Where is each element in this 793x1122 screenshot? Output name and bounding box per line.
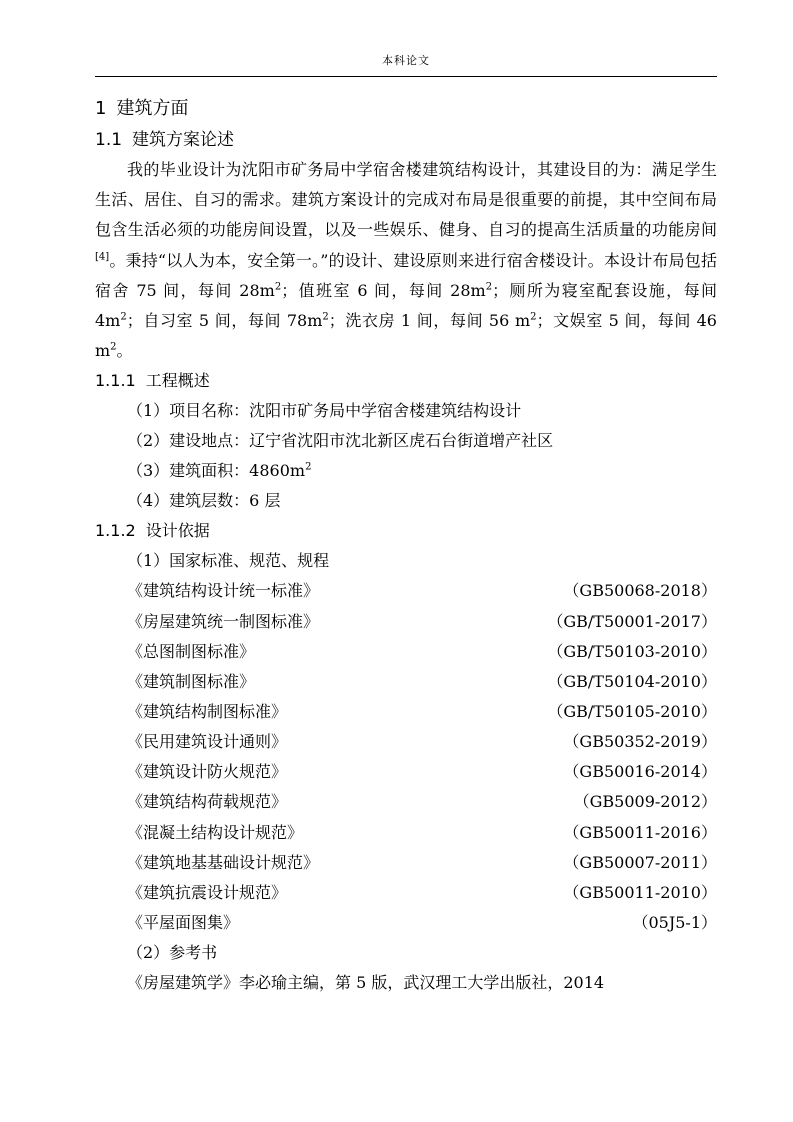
superscript: 2 xyxy=(110,341,117,353)
standard-row xyxy=(95,908,717,938)
standard-name: 《建筑地基基础设计规范》 xyxy=(127,852,320,872)
section-1-1-1-title: 工程概述 xyxy=(145,371,210,391)
project-location-item: （2）建设地点：辽宁省沈阳市沈北新区虎石台街道增产社区 xyxy=(127,431,554,451)
superscript: 2 xyxy=(530,311,537,323)
superscript: 2 xyxy=(485,281,493,293)
standard-row xyxy=(95,667,717,697)
standard-code: （GB50068-2018） xyxy=(563,581,717,601)
architecture-paragraph xyxy=(95,155,717,366)
standard-code: （GB/T50104-2010） xyxy=(547,671,717,691)
section-1-1-title: 建筑方案论述 xyxy=(132,130,235,150)
section-1-1-number: 1.1 xyxy=(95,130,123,150)
section-1-1-2-title: 设计依据 xyxy=(145,521,210,541)
paragraph-text: 。 xyxy=(116,341,133,361)
standards-subheading: （1）国家标准、规范、规程 xyxy=(127,551,330,571)
standard-code: （GB50011-2016） xyxy=(563,822,717,842)
standard-code: （GB/T50001-2017） xyxy=(547,611,717,631)
building-area-text: （3）建筑面积：4860m xyxy=(127,461,306,481)
standard-row xyxy=(95,878,717,908)
superscript: 2 xyxy=(274,281,282,293)
standard-name: 《总图制图标准》 xyxy=(127,641,256,661)
standard-name: 《建筑设计防火规范》 xyxy=(127,762,288,782)
standard-name: 《建筑结构荷载规范》 xyxy=(127,792,288,812)
section-1-1-1-number: 1.1.1 xyxy=(95,371,136,391)
standard-name: 《民用建筑设计通则》 xyxy=(127,732,288,752)
standard-name: 《建筑结构设计统一标准》 xyxy=(127,581,320,601)
standards-list xyxy=(95,576,717,938)
document-body xyxy=(95,93,717,998)
citation-ref: [4] xyxy=(95,251,110,263)
superscript: 2 xyxy=(305,462,312,474)
building-area-item xyxy=(95,456,717,486)
standard-row xyxy=(95,637,717,667)
standard-code: （GB50011-2010） xyxy=(563,882,717,902)
standard-row xyxy=(95,607,717,637)
paragraph-text: ；值班室 6 间，每间 28m xyxy=(281,280,486,300)
building-floors-item: （4）建筑层数：6 层 xyxy=(127,491,281,511)
reference-books-subheading: （2）参考书 xyxy=(127,943,218,963)
paragraph-text: ；文娱室 5 间，每间 46 m xyxy=(95,311,717,361)
section-1-1-heading xyxy=(95,125,717,155)
section-1-heading xyxy=(95,93,717,125)
standard-row xyxy=(95,787,717,817)
standard-row xyxy=(95,576,717,606)
paragraph-text: ；洗衣房 1 间，每间 56 m xyxy=(328,311,531,331)
standard-name: 《建筑制图标准》 xyxy=(127,671,256,691)
superscript: 2 xyxy=(322,311,329,323)
standard-name: 《建筑结构制图标准》 xyxy=(127,701,288,721)
page-header: 本科论文 xyxy=(382,54,430,67)
standard-row xyxy=(95,757,717,787)
standard-name: 《房屋建筑统一制图标准》 xyxy=(127,611,320,631)
standard-row xyxy=(95,697,717,727)
section-1-1-2-number: 1.1.2 xyxy=(95,521,136,541)
standard-code: （GB50352-2019） xyxy=(563,732,717,752)
standard-code: （05J5-1） xyxy=(632,912,717,932)
paragraph-text: 我的毕业设计为沈阳市矿务局中学宿舍楼建筑结构设计，其建设目的为：满足学生生活、居住、自习的需求。建筑方案设计的完成对布局是很重要的前提，其中空间布局包含生活必须的功能房间设置，以及一些娱乐、健身、自习的提高生活质量的功能房间 xyxy=(95,160,717,240)
reference-book-item: 《房屋建筑学》李必瑜主编，第 5 版，武汉理工大学出版社，2014 xyxy=(127,973,605,993)
standard-code: （GB5009-2012） xyxy=(573,792,717,812)
standard-row xyxy=(95,727,717,757)
section-1-1-1-heading xyxy=(95,366,717,396)
header-rule xyxy=(95,76,717,77)
paragraph-text: ；自习室 5 间，每间 78m xyxy=(126,311,323,331)
standard-name: 《建筑抗震设计规范》 xyxy=(127,882,288,902)
paragraph-text: 。秉持“以人为本，安全第一。”的设计、建设原则来进行宿舍楼设计。本设计布局包括宿舍 75 间，每间 28m xyxy=(95,250,717,300)
project-name-item: （1）项目名称：沈阳市矿务局中学宿舍楼建筑结构设计 xyxy=(127,401,522,421)
standard-name: 《混凝土结构设计规范》 xyxy=(127,822,304,842)
standard-code: （GB50007-2011） xyxy=(563,852,717,872)
standard-code: （GB/T50105-2010） xyxy=(547,701,717,721)
section-1-number: 1 xyxy=(95,98,107,119)
paragraph-text: ；厕所为寝室配套设施，每间 4m xyxy=(95,280,717,331)
superscript: 2 xyxy=(120,311,127,323)
standard-code: （GB/T50103-2010） xyxy=(547,641,717,661)
standard-row xyxy=(95,848,717,878)
standard-code: （GB50016-2014） xyxy=(563,762,717,782)
standard-row xyxy=(95,818,717,848)
section-1-title: 建筑方面 xyxy=(116,98,189,119)
standard-name: 《平屋面图集》 xyxy=(127,912,240,932)
section-1-1-2-heading xyxy=(95,516,717,546)
